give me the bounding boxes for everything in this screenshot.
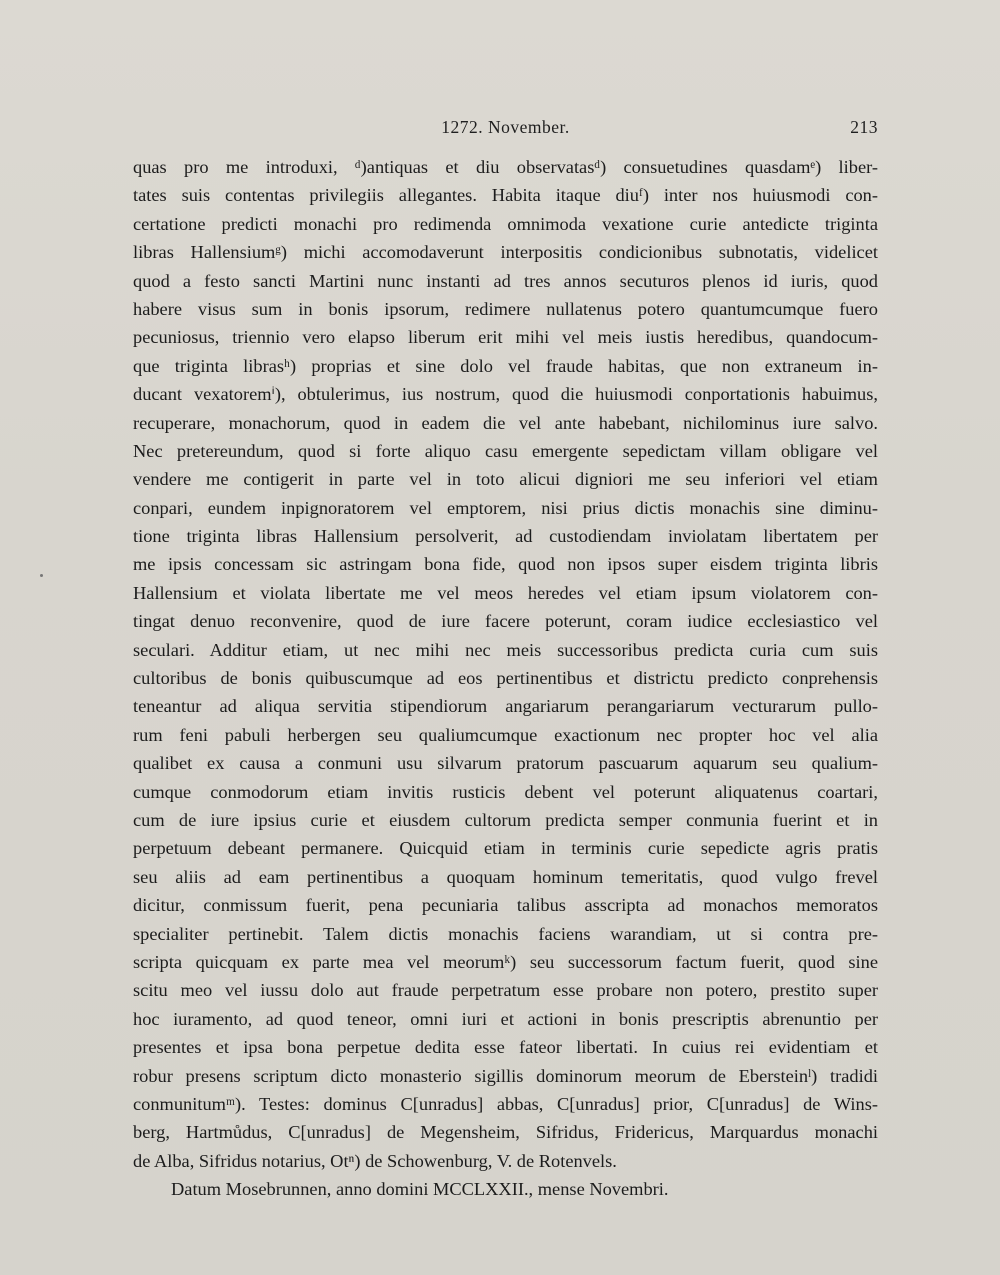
text-line: robur presens scriptum dicto monasterio sigillis dominorum meorum de Ebersteinˡ) tradidi xyxy=(133,1065,878,1086)
text-line: perpetuum debeant permanere. Quicquid etiam in terminis curie sepedicte agris pratis xyxy=(133,838,878,859)
text-line: scitu meo vel iussu dolo aut fraude perpetratum esse probare non potero, prestito super xyxy=(133,980,878,1001)
text-line: ducant vexatoremⁱ), obtulerimus, ius nostrum, quod die huiusmodi conportationis habuimus, xyxy=(133,384,878,405)
text-line: berg, Hartmůdus, C[unradus] de Megensheim, Sifridus, Fridericus, Marquardus monachi xyxy=(133,1122,878,1143)
text-line: Hallensium et violata libertate me vel meos heredes vel etiam ipsum violatorem con- xyxy=(133,582,878,603)
text-line: cum de iure ipsius curie et eiusdem cultorum predicta semper conmunia fuerint et in xyxy=(133,809,878,830)
text-line: cultoribus de bonis quibuscumque ad eos pertinentibus et districtu predicto conprehensis xyxy=(133,668,878,689)
text-line: pecuniosus, triennio vero elapso liberum erit mihi vel meis iustis heredibus, quandocum- xyxy=(133,327,878,348)
text-line: hoc iuramento, ad quod teneor, omni iuri et actioni in bonis prescriptis abrenuntio per xyxy=(133,1008,878,1029)
text-line: recuperare, monachorum, quod in eadem die vel ante habebant, nichilominus iure salvo. xyxy=(133,412,878,433)
text-line: tingat denuo reconvenire, quod de iure facere poterunt, coram iudice ecclesiastico vel xyxy=(133,611,878,632)
text-line: tates suis contentas privilegiis allegantes. Habita itaque diuᶠ) inter nos huiusmodi con- xyxy=(133,185,878,206)
text-line: conpari, eundem inpignoratorem vel emptorem, nisi prius dictis monachis sine diminu- xyxy=(133,497,878,518)
header-title: 1272. November. xyxy=(441,117,570,137)
text-line: tione triginta libras Hallensium persolverit, ad custodiendam inviolatam libertatem per xyxy=(133,526,878,547)
text-line: vendere me contigerit in parte vel in toto alicui digniori me seu inferiori vel etiam xyxy=(133,469,878,490)
text-line: teneantur ad aliqua servitia stipendiorum angariarum perangariarum vecturarum pullo- xyxy=(133,696,878,717)
text-line: seculari. Additur etiam, ut nec mihi nec meis successoribus predicta curia cum suis xyxy=(133,639,878,660)
text-line: dicitur, conmissum fuerit, pena pecuniaria talibus asscripta ad monachos memoratos xyxy=(133,895,878,916)
body-text xyxy=(133,153,878,1203)
text-line: cumque conmodorum etiam invitis rusticis debent vel poterunt aliquatenus coartari, xyxy=(133,781,878,802)
text-line: quod a festo sancti Martini nunc instanti ad tres annos secuturos plenos id iuris, quod xyxy=(133,270,878,291)
text-line: scripta quicquam ex parte mea vel meorumᵏ) seu successorum factum fuerit, quod sine xyxy=(133,951,878,972)
text-line: que triginta librasʰ) proprias et sine dolo vel fraude habitas, que non extraneum in- xyxy=(133,355,878,376)
running-head xyxy=(133,117,878,141)
margin-mark xyxy=(40,574,43,577)
text-line: quas pro me introduxi, ᵈ)antiquas et diu observatasᵈ) consuetudines quasdamᵉ) liber- xyxy=(133,157,878,177)
text-line: libras Hallensiumᵍ) michi accomodaverunt interpositis condicionibus subnotatis, videlicet xyxy=(133,242,878,263)
text-line: seu aliis ad eam pertinentibus a quoquam hominum temeritatis, quod vulgo frevel xyxy=(133,866,878,887)
text-line: me ipsis concessam sic astringam bona fide, quod non ipsos super eisdem triginta libris xyxy=(133,554,878,575)
text-line: rum feni pabuli herbergen seu qualiumcumque exactionum nec propter hoc vel alia xyxy=(133,724,878,745)
text-line: presentes et ipsa bona perpetue dedita esse fateor libertati. In cuius rei evidentiam et xyxy=(133,1037,878,1058)
text-line: habere visus sum in bonis ipsorum, redimere nullatenus potero quantumcumque fuero xyxy=(133,298,878,319)
text-line: conmunitumᵐ). Testes: dominus C[unradus] abbas, C[unradus] prior, C[unradus] de Wins- xyxy=(133,1093,878,1114)
page-number: 213 xyxy=(850,117,878,137)
text-line: de Alba, Sifridus notarius, Otⁿ) de Schowenburg, V. de Rotenvels. xyxy=(133,1150,617,1171)
text-line: certatione predicti monachi pro redimenda omnimoda vexatione curie antedicte triginta xyxy=(133,213,878,234)
text-line: specialiter pertinebit. Talem dictis monachis faciens warandiam, ut si contra pre- xyxy=(133,923,878,944)
dating-clause: Datum Mosebrunnen, anno domini MCCLXXII., mense Novembri. xyxy=(171,1179,669,1200)
text-line: qualibet ex causa a conmuni usu silvarum pratorum pascuarum aquarum seu qualium- xyxy=(133,753,878,774)
text-line: Nec pretereundum, quod si forte aliquo casu emergente sepedictam villam obligare vel xyxy=(133,440,878,461)
